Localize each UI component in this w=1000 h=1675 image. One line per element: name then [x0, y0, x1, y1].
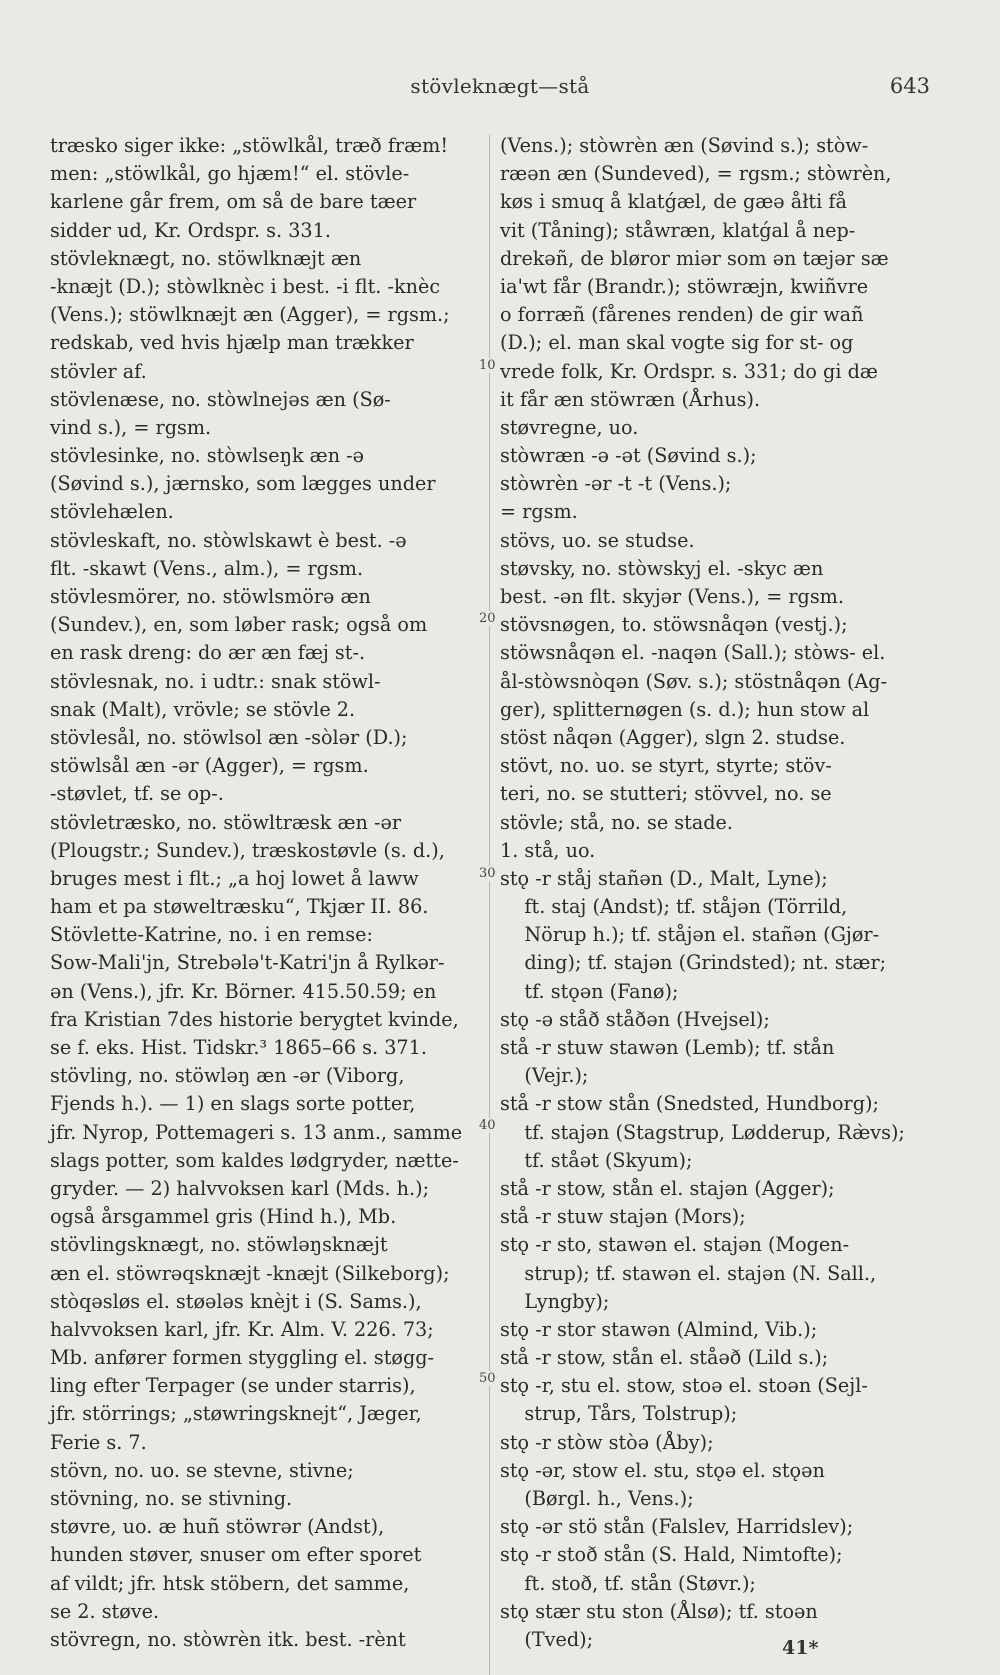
text-line: stå -r stow stån (Snedsted, Hundborg);	[500, 1092, 879, 1116]
text-line: stövlesnak, no. i udtr.: snak stöwl-	[50, 669, 381, 693]
text-line: stövsnøgen, to. stöwsnåqən (vestj.);	[500, 613, 848, 637]
text-line: stå -r stuw stawən (Lemb); tf. stån	[500, 1036, 835, 1059]
text-line: it får æn stöwræn (Århus).	[500, 387, 761, 411]
text-line: se 2. støve.	[50, 1599, 160, 1623]
text-line: (Vejr.);	[500, 1064, 589, 1088]
text-line: (D.); el. man skal vogte sig for st- og	[500, 331, 854, 355]
text-line: ft. staj (Andst); tf. ståjən (Törrild,	[500, 895, 848, 919]
text-line: støvsky, no. stòwskyj el. -skyc æn	[500, 556, 824, 580]
text-line: gryder. — 2) halvvoksen karl (Mds. h.);	[50, 1176, 430, 1200]
text-line: stòqəsløs el. støələs knèjt i (S. Sams.),	[50, 1289, 422, 1313]
text-line: stövlehælen.	[50, 500, 174, 524]
text-line: redskab, ved hvis hjælp man trækker	[50, 331, 414, 355]
text-line: støvregne, uo.	[500, 415, 639, 439]
text-line: jfr. störrings; „støwringsknejt“, Jæger,	[50, 1402, 422, 1426]
text-line: fra Kristian 7des historie berygtet kvinde,	[50, 1007, 459, 1031]
text-line: -knæjt (D.); stòwlknèc i best. -i flt. -knèc	[50, 274, 441, 298]
text-line: Lyngby);	[500, 1289, 610, 1313]
signature-mark: 41*	[782, 1637, 819, 1659]
page-number: 643	[889, 74, 930, 98]
text-line: stövlesinke, no. stòwlseŋk æn -ə	[50, 444, 365, 468]
text-line: også årsgammel gris (Hind h.), Mb.	[50, 1205, 397, 1229]
text-line: stöwsnåqən el. -naqən (Sall.); stòws- el.	[500, 641, 886, 665]
text-line: stöst nåqən (Agger), slgn 2. studse.	[500, 725, 846, 749]
text-line: stǫ -r stor stawən (Almind, Vib.);	[500, 1317, 818, 1341]
line-number: 30	[479, 866, 496, 881]
text-line: jfr. Nyrop, Pottemageri s. 13 anm., samme	[50, 1120, 463, 1144]
text-line: stövt, no. uo. se styrt, styrte; stöv-	[500, 754, 832, 778]
text-line: stǫ -r, stu el. stow, stoə el. stoən (Sejl-	[500, 1374, 868, 1398]
text-line: teri, no. se stutteri; stövvel, no. se	[500, 782, 832, 806]
text-line: (Vens.); stòwrèn æn (Søvind s.); stòw-	[500, 134, 869, 157]
text-line: stövlenæse, no. stòwlnejəs æn (Sø-	[50, 387, 391, 411]
text-line: ham et pa støweltræsku“, Tkjær II. 86.	[50, 895, 429, 919]
text-line: en rask dreng: do ær æn fæj st-.	[50, 641, 366, 665]
text-line: best. -ən flt. skyjər (Vens.), = rgsm.	[500, 585, 844, 608]
text-line: stövling, no. stöwləŋ æn -ər (Viborg,	[50, 1064, 405, 1088]
text-line: stòwrèn -ər -t -t (Vens.);	[500, 472, 732, 496]
text-line: Ferie s. 7.	[50, 1430, 147, 1454]
text-line: stövlingsknægt, no. stöwləŋsknæjt	[50, 1233, 388, 1257]
text-line: stǫ -r stoð stån (S. Hald, Nimtofte);	[500, 1543, 843, 1567]
text-line: stǫ -r sto, stawən el. stajən (Mogen-	[500, 1233, 850, 1257]
text-line: hunden støver, snuser om efter sporet	[50, 1543, 422, 1567]
text-line: vit (Tåning); ståwræn, klatǵal å nep-	[500, 218, 856, 242]
text-line: stövleskaft, no. stòwlskawt è best. -ə	[50, 528, 407, 552]
right-column	[500, 132, 940, 1654]
text-line: = rgsm.	[500, 500, 578, 524]
text-line: Nörup h.); tf. ståjən el. stañən (Gjør-	[500, 923, 880, 947]
text-line: stǫ -ə ståð ståðən (Hvejsel);	[500, 1007, 770, 1031]
text-line: halvvoksen karl, jfr. Kr. Alm. V. 226. 73;	[50, 1317, 434, 1341]
text-line: stövler af.	[50, 359, 147, 383]
text-line: Mb. anfører formen styggling el. støgg-	[50, 1346, 435, 1370]
running-head: stövleknægt—stå	[410, 74, 590, 98]
text-line: flt. -skawt (Vens., alm.), = rgsm.	[50, 556, 364, 580]
text-line: (Børgl. h., Vens.);	[500, 1487, 694, 1510]
text-line: karlene går frem, om så de bare tæer	[50, 190, 417, 214]
text-line: ding); tf. stajən (Grindsted); nt. stær;	[500, 951, 887, 975]
text-line: sidder ud, Kr. Ordspr. s. 331.	[50, 218, 331, 242]
text-line: træsko siger ikke: „stöwlkål, træð fræm!	[50, 134, 449, 157]
text-line: stövletræsko, no. stöwltræsk æn -ər	[50, 810, 402, 834]
text-line: stövn, no. uo. se stevne, stivne;	[50, 1458, 354, 1482]
text-line: Fjends h.). — 1) en slags sorte potter,	[50, 1092, 416, 1116]
line-number: 40	[479, 1118, 496, 1133]
text-line: (Plougstr.; Sundev.), træskostøvle (s. d.),	[50, 838, 445, 862]
text-line: ger), splitternøgen (s. d.); hun stow al	[500, 697, 870, 721]
text-line: (Søvind s.), jærnsko, som lægges under	[50, 472, 436, 496]
text-line: ft. stoð, tf. stån (Støvr.);	[500, 1571, 756, 1595]
text-line: køs i smuq å klatǵæl, de gæə åłti få	[500, 190, 847, 214]
text-line: stǫ stær stu ston (Ålsø); tf. stoən	[500, 1599, 818, 1623]
text-line: 1. stå, uo.	[500, 838, 596, 862]
text-line: tf. stǫən (Fanø);	[500, 979, 679, 1003]
text-line: støvre, uo. æ huñ stöwrər (Andst),	[50, 1515, 385, 1539]
text-line: (Sundev.), en, som løber rask; også om	[50, 613, 428, 637]
text-line: slags potter, som kaldes lødgryder, nætte-	[50, 1148, 459, 1172]
text-line: strup); tf. stawən el. stajən (N. Sall.,	[500, 1261, 877, 1285]
text-line: se f. eks. Hist. Tidskr.³ 1865–66 s. 371.	[50, 1036, 427, 1059]
text-line: stöwlsål æn -ər (Agger), = rgsm.	[50, 754, 369, 778]
text-line: æn el. stöwrəqsknæjt -knæjt (Silkeborg);	[50, 1261, 450, 1285]
text-line: Stövlette-Katrine, no. i en remse:	[50, 923, 373, 947]
text-line: -støvlet, tf. se op-.	[50, 782, 224, 806]
text-line: stǫ -ər, stow el. stu, stǫə el. stǫən	[500, 1458, 825, 1482]
text-line: tf. stajən (Stagstrup, Lødderup, Ræ̀vs);	[500, 1120, 905, 1144]
text-line: ræən æn (Sundeved), = rgsm.; stòwrèn,	[500, 162, 892, 186]
line-number: 50	[479, 1371, 496, 1386]
left-column	[50, 132, 480, 1654]
text-line: stövlesål, no. stöwlsol æn -sòlər (D.);	[50, 725, 408, 749]
text-line: strup, Tårs, Tolstrup);	[500, 1402, 738, 1426]
text-line: (Vens.); stöwlknæjt æn (Agger), = rgsm.;	[50, 303, 450, 327]
text-line: drekəñ, de bløror miər som ən tæjər sæ	[500, 246, 889, 270]
text-line: o forræñ (fårenes renden) de gir wañ	[500, 303, 864, 327]
text-line: vind s.), = rgsm.	[50, 415, 212, 439]
text-line: Sow-Mali'jn, Strebələ't-Katri'jn å Rylkər-	[50, 951, 445, 975]
text-line: stövregn, no. stòwrèn itk. best. -rènt	[50, 1627, 406, 1651]
text-line: stòwræn -ə -ət (Søvind s.);	[500, 444, 757, 468]
text-line: ia'wt får (Brandr.); stöwræjn, kwiñvre	[500, 274, 869, 298]
text-line: snak (Malt), vrövle; se stövle 2.	[50, 697, 356, 721]
text-line: bruges mest i flt.; „a hoj lowet å laww	[50, 866, 419, 890]
text-line: af vildt; jfr. htsk stöbern, det samme,	[50, 1571, 410, 1595]
text-line: men: „stöwlkål, go hjæm!“ el. stövle-	[50, 162, 410, 186]
text-line: stövle; stå, no. se stade.	[500, 810, 734, 834]
text-line: stå -r stow, stån el. stajən (Agger);	[500, 1176, 835, 1200]
text-line: stövleknægt, no. stöwlknæjt æn	[50, 246, 362, 270]
text-line: tf. ståət (Skyum);	[500, 1148, 693, 1172]
text-line: stövlesmörer, no. stöwlsmörə æn	[50, 585, 371, 608]
text-line: ling efter Terpager (se under starris),	[50, 1374, 416, 1398]
text-line: stǫ -r ståj stañən (D., Malt, Lyne);	[500, 866, 828, 890]
text-line: stǫ -r stòw stòə (Åby);	[500, 1430, 714, 1454]
text-line: stå -r stow, stån el. ståəð (Lild s.);	[500, 1346, 829, 1370]
text-line: stövs, uo. se studse.	[500, 528, 695, 552]
text-line: vrede folk, Kr. Ordspr. s. 331; do gi dæ	[500, 359, 878, 383]
text-line: stǫ -ər stö stån (Falslev, Harridslev);	[500, 1515, 854, 1539]
text-line: stå -r stuw stajən (Mors);	[500, 1205, 746, 1229]
text-line: ən (Vens.), jfr. Kr. Börner. 415.50.59; en	[50, 979, 437, 1003]
text-line: ål-stòwsnòqən (Søv. s.); stöstnåqən (Ag-	[500, 669, 888, 693]
line-number: 10	[479, 358, 496, 373]
line-number: 20	[479, 611, 496, 626]
text-line: stövning, no. se stivning.	[50, 1487, 293, 1510]
text-line: (Tved);	[500, 1627, 594, 1651]
